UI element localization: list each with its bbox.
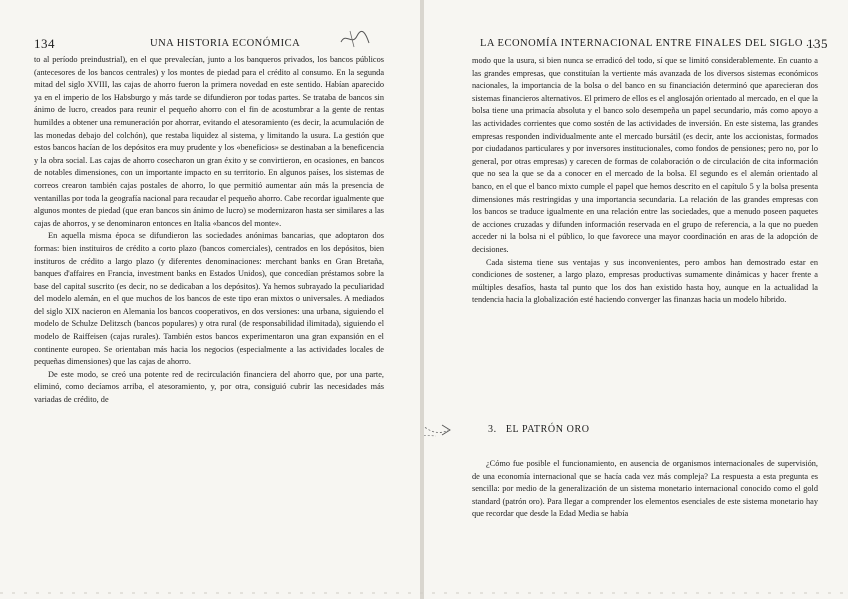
left-body-text <box>34 54 384 407</box>
handwritten-arrow <box>424 416 460 444</box>
section-heading <box>488 424 590 435</box>
section-title: EL PATRÓN ORO <box>505 424 590 435</box>
section-number: 3. <box>488 424 497 435</box>
paragraph: De este modo, se creó una potente red de recirculación financiera del ahorro que, por una parte, eliminó, como decíamos arriba, el atesoramiento, y, por otra, consiguió cubrir las necesidades más variadas de crédito, de <box>34 369 384 405</box>
paragraph: En aquella misma época se difundieron las sociedades anónimas bancarias, que adoptaron dos formas: bien instituiros de crédito a corto plazo (bancos comerciales), centrados en los depósitos, bien instituros de crédito a largo plazo (y diferentes denominaciones: merchant banks en Gran Bretaña, banques d'affaires en Francia, investment banks en Estados Unidos), que concedían préstamos sobre la base del capital suscrito (es decir, no se dedicaban a los depósitos). Ya hemos subrayado la peculiaridad del modelo alemán, en el que muchos de los bancos de este tipo eran mixtos o universales. A mediados del siglo XIX nacieron en Alemania los bancos cooperativos, en dos versiones: una urbana, siguiendo el modelo de Schulze Delitzsch (bancos populares) y otra rural (de responsabilidad ilimitada), siguiendo el modelo de Raiffeisen (cajas rurales). También estos bancos experimentaron una gran expansión en el continente europeo. Se orientaban más hacia los negocios (especialmente a las actividades locales de pequeñas dimensiones) que las cajas de ahorro. <box>34 231 384 367</box>
paragraph: modo que la usura, si bien nunca se erradicó del todo, sí que se limitó considerablemente. En cuanto a las grandes empresas, que constituían la vertiente más avanzada de los diversos sistemas económicos nacionales, la importancia de la bolsa o del banco en su financiación determinó que aparecieran dos sistemas financieros alternativos. El primero de ellos es el anglosajón orientado al mercado, en el que la bolsa tiene una primacía absoluta y el banco solo desempeña un papel secundario, más como apoyo a las actividades corrientes que como sostén de las actividades de inversión. En este sistema, las grandes empresas responden individualmente ante el mercado bursátil (es decir, ante los accionistas, formados por ciudadanos particulares y por inversores institucionales, como fondos de pensiones; pero no, por lo general, por otras empresas) y carecen de formas de colaboración o de circulación de cita información que no sea la que se da a conocer en el mercado de la bolsa. El segundo es el alemán orientado al banco, en el que el banco mixto cumple el papel que hemos descrito en el capítulo 5 y la bolsa presenta dimensiones más restringidas y una importancia secundaria. La relación de las grandes empresas con los bancos se traduce igualmente en una relación entre las sociedades, que a menudo poseen paquetes de acciones cruzadas y difunden información reservada en el grupo de referencia, a la que no pueden acceder ni la bolsa ni el público, lo que favorece una mayor coordinación en aras de la adopción de decisiones. <box>472 56 818 254</box>
paragraph: ¿Cómo fue posible el funcionamiento, en ausencia de organismos internacionales de supervisión, de una economía internacional que se hacía cada vez más compleja? La respuesta a esta pregunta es sencilla: por medio de la generalización de un sistema monetario internacional conocido como el gold standard (patrón oro). Para llegar a comprender los elementos esenciales de este sistema monetario hay que recordar que desde la Edad Media se había <box>472 459 818 519</box>
page-number-left: 134 <box>34 36 55 51</box>
running-head-right: LA ECONOMÍA INTERNACIONAL ENTRE FINALES DEL SIGLO ... <box>480 38 816 49</box>
right-body-text <box>472 55 818 307</box>
scan-edge-noise <box>0 588 848 596</box>
left-page <box>0 0 420 599</box>
paragraph: Cada sistema tiene sus ventajas y sus inconvenientes, pero ambos han demostrado estar en condiciones de sostener, a largo plazo, empresas productivas sumamente dinámicas y hacer frente a múltiples desafíos, hasta tal punto que los dos han existido hasta hoy, aunque en la actualidad la tendencia hacia la globalización esté haciendo converger las finanzas hacia un modelo híbrido. <box>472 257 818 305</box>
paragraph: to al período preindustrial), en el que prevalecían, junto a los banqueros privados, los bancos públicos (antecesores de los bancos centrales) y los montes de piedad para el crédito al consumo. En la segunda mitad del siglo XVIII, las cajas de ahorro fueron la primera novedad en este sentido. Habían aparecido ya en el imperio de los Habsburgo y más tarde se difundieron por todas partes. Se trataba de bancos sin ánimo de lucro, creados para reunir el pequeño ahorro con el fin de acostumbrar a la gente de rentas humildes a obtener una remuneración por ahorrar, evitando el atesoramiento (es decir, la acumulación de las monedas debajo del colchón), que restaba liquidez al sistema, y limitando la usura. La gestión que estos bancos hacían de los depósitos era muy prudente y los «beneficios» se destinaban a la beneficencia y la obra social. Las cajas de ahorro cosecharon un gran éxito y se convirtieron, en ocasiones, en bancos de notables dimensiones, con un importante impacto en su territorio. En algunos países, los sistemas de correos crearon también cajas postales de ahorro, lo que permitió aumentar aún más la presencia de ventanillas por toda la geografía nacional para recaudar el pequeño ahorro. Cabe recordar igualmente que algunos montes de piedad (que eran bancos sin ánimo de lucro) se modernizaron hasta ser similares a las cajas de ahorros, y se denominaron entonces en Italia «bancos del monte». <box>34 55 384 228</box>
running-head-left: UNA HISTORIA ECONÓMICA <box>150 38 301 49</box>
right-page <box>424 0 848 599</box>
page-number-right: 135 <box>807 36 828 51</box>
handwritten-mark <box>338 28 372 50</box>
right-body-text-after-heading <box>472 458 818 521</box>
